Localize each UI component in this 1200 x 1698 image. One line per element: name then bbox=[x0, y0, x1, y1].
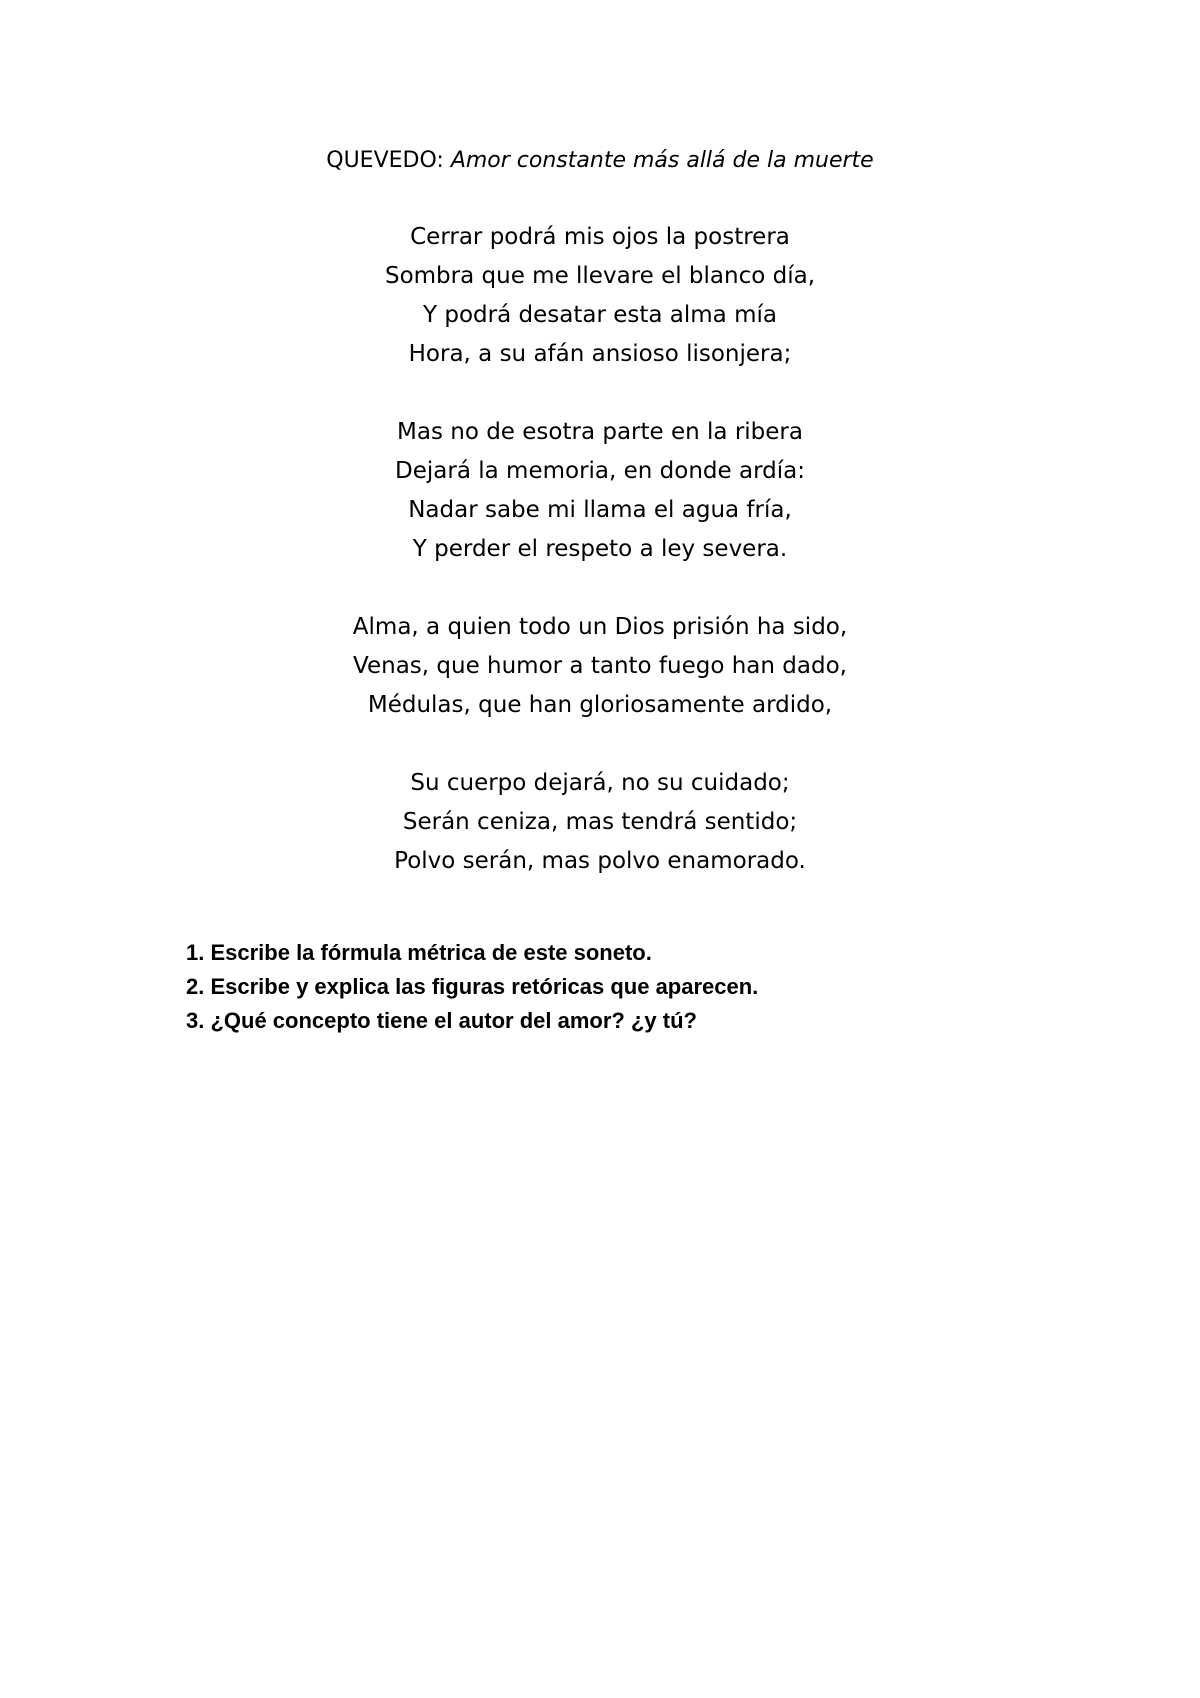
question-item: 1. Escribe la fórmula métrica de este soneto. bbox=[186, 940, 652, 965]
stanza-3 bbox=[0, 608, 1200, 725]
stanza-4 bbox=[0, 764, 1200, 881]
poem-heading bbox=[0, 146, 1200, 176]
poem-line: Cerrar podrá mis ojos la postrera bbox=[410, 224, 790, 250]
poem-line: Venas, que humor a tanto fuego han dado, bbox=[353, 653, 847, 679]
question-item: 2. Escribe y explica las figuras retóricas que aparecen. bbox=[186, 974, 759, 999]
poem-line: Alma, a quien todo un Dios prisión ha sido, bbox=[352, 614, 848, 640]
poem-line: Nadar sabe mi llama el agua fría, bbox=[408, 497, 792, 523]
question-item: 3. ¿Qué concepto tiene el autor del amor? ¿y tú? bbox=[186, 1008, 697, 1033]
poem-line: Su cuerpo dejará, no su cuidado; bbox=[410, 770, 790, 796]
author-name: QUEVEDO: bbox=[326, 148, 444, 173]
question-list bbox=[186, 936, 1086, 1038]
stanza-1 bbox=[0, 218, 1200, 374]
poem-line: Hora, a su afán ansioso lisonjera; bbox=[408, 341, 792, 367]
poem-line: Y podrá desatar esta alma mía bbox=[423, 302, 777, 328]
poem-line: Polvo serán, mas polvo enamorado. bbox=[394, 848, 806, 874]
poem-line: Serán ceniza, mas tendrá sentido; bbox=[402, 809, 798, 835]
poem-title: Amor constante más allá de la muerte bbox=[450, 148, 874, 173]
stanza-2 bbox=[0, 413, 1200, 569]
poem-line: Y perder el respeto a ley severa. bbox=[412, 536, 788, 562]
poem-line: Mas no de esotra parte en la ribera bbox=[397, 419, 803, 445]
poem-line: Sombra que me llevare el blanco día, bbox=[384, 263, 816, 289]
poem-line: Dejará la memoria, en donde ardía: bbox=[395, 458, 805, 484]
poem-body bbox=[0, 218, 1200, 920]
poem-line: Médulas, que han gloriosamente ardido, bbox=[367, 692, 833, 718]
